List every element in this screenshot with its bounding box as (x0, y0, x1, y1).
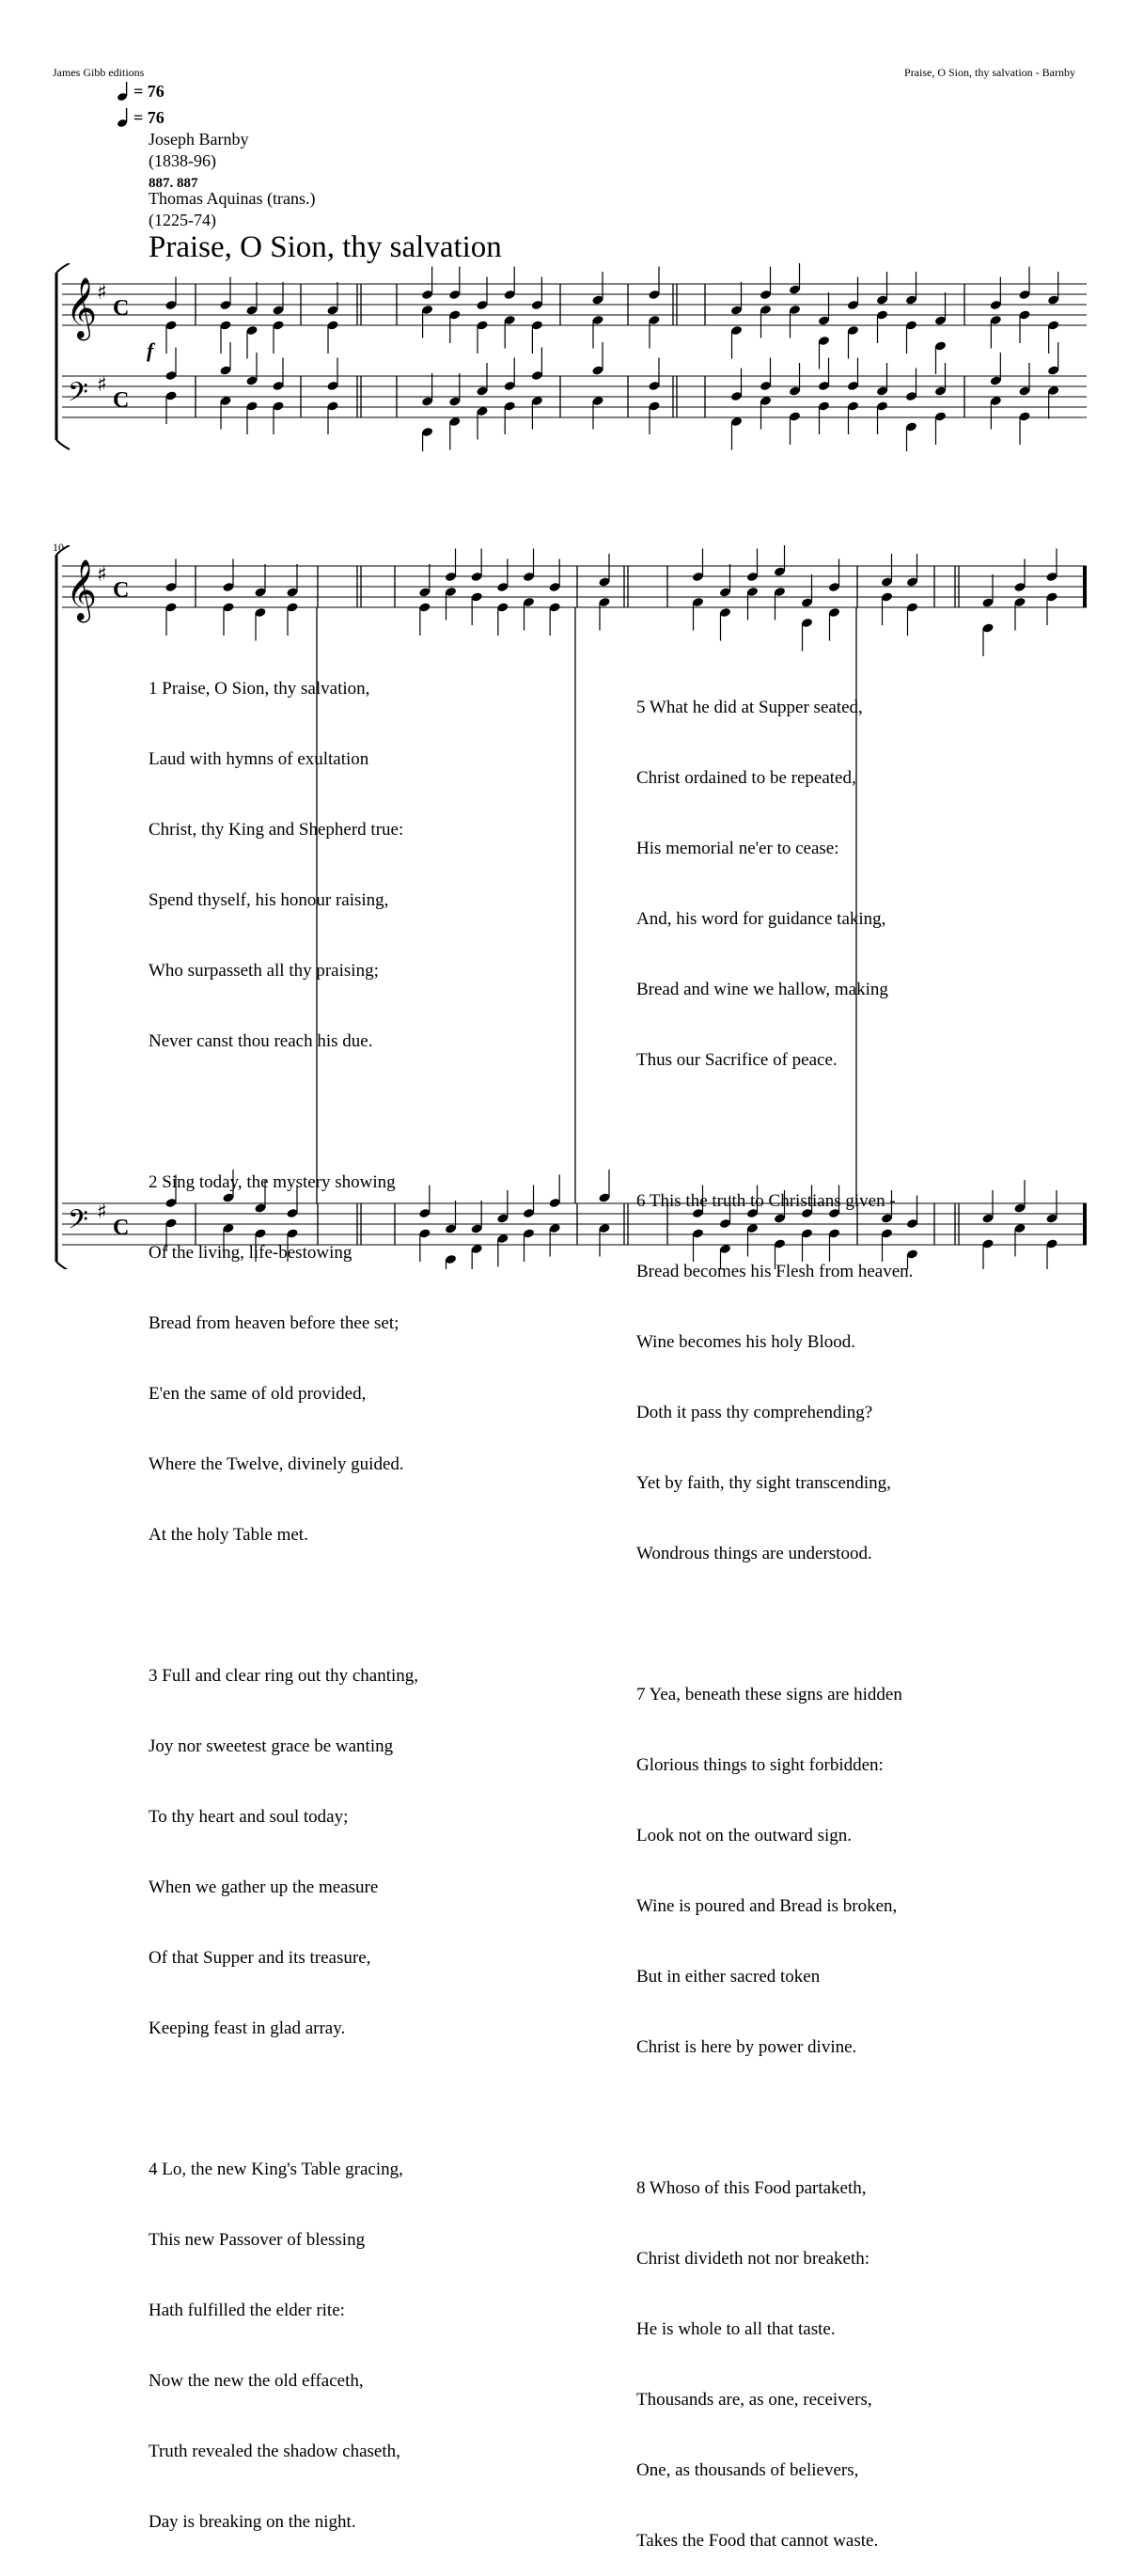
verse-line: Spend thyself, his honour raising, (149, 890, 389, 910)
verses-left-column (149, 630, 418, 2557)
verse-line: This new Passover of blessing (149, 2230, 366, 2250)
key-sharp-icon: ♯ (97, 563, 107, 587)
tempo-value: = 76 (133, 107, 164, 127)
time-signature: C (113, 1216, 130, 1240)
tempo-value: = 76 (133, 81, 164, 101)
final-barline (1083, 566, 1087, 607)
verse-line: And, his word for guidance taking, (636, 909, 886, 929)
system-brace (56, 545, 70, 1269)
verse-line: Of that Supper and its treasure, (149, 1948, 371, 1968)
measure-number: 10 (53, 541, 64, 554)
verse-line: But in either sacred token (636, 1967, 821, 1987)
verse-line: 3 Full and clear ring out thy chanting, (149, 1666, 419, 1686)
tempo-mark (117, 81, 164, 102)
verse-line: Of the living, life-bestowing (149, 1243, 352, 1263)
verse-line: Bread and wine we hallow, making (636, 980, 888, 999)
verse-line: Look not on the outward sign. (636, 1826, 853, 1846)
composer-dates: (1838-96) (149, 151, 216, 170)
verse-line: 6 This the truth to Christians given - (636, 1191, 896, 1211)
quarter-note-icon (117, 107, 130, 128)
verse-line: 2 Sing today, the mystery showing (149, 1172, 396, 1192)
tempo-mark (117, 107, 164, 128)
verse-line: 5 What he did at Supper seated, (636, 698, 863, 717)
verse-line: Day is breaking on the night. (149, 2512, 356, 2532)
verse-line: 4 Lo, the new King's Table gracing, (149, 2160, 403, 2179)
edition-label: James Gibb editions (53, 66, 145, 79)
verse-line: Now the new the old effaceth, (149, 2371, 364, 2391)
time-signature: C (113, 578, 130, 603)
hymn-title: Praise, O Sion, thy salvation (149, 230, 502, 264)
key-sharp-icon: ♯ (97, 281, 107, 305)
verse-line: Wine becomes his holy Blood. (636, 1332, 856, 1352)
quarter-note-icon (117, 81, 130, 102)
verse-line: To thy heart and soul today; (149, 1807, 349, 1827)
verse-line: Christ is here by power divine. (636, 2037, 857, 2057)
verse-line: Bread becomes his Flesh from heaven. (636, 1262, 914, 1281)
verse-line: Takes the Food that cannot waste. (636, 2531, 879, 2551)
time-signature: C (113, 296, 130, 321)
author-dates: (1225-74) (149, 211, 216, 229)
verse-line: Laud with hymns of exultation (149, 749, 369, 769)
verse-line: Who surpasseth all thy praising; (149, 961, 379, 981)
verse-line: Truth revealed the shadow chaseth, (149, 2442, 400, 2461)
dynamic-forte: f (147, 338, 154, 362)
meter: 887. 887 (149, 176, 198, 191)
author-name: Thomas Aquinas (trans.) (149, 189, 316, 208)
verse-line: Christ ordained to be repeated, (636, 768, 856, 788)
verse-line: Hath fulfilled the elder rite: (149, 2301, 345, 2320)
verse-line: He is whole to all that taste. (636, 2319, 836, 2339)
verse-line: Wondrous things are understood. (636, 1544, 872, 1563)
verse-line: When we gather up the measure (149, 1877, 379, 1897)
treble-staff (62, 284, 1087, 325)
notes (164, 263, 1059, 451)
verse-line: Yet by faith, thy sight transcending, (636, 1473, 891, 1493)
verse-line: Thus our Sacrifice of peace. (636, 1050, 838, 1070)
verse-line: At the holy Table met. (149, 1525, 308, 1545)
music-system-1 (45, 263, 1089, 451)
verse-line: Glorious things to sight forbidden: (636, 1755, 884, 1775)
verse-line: Bread from heaven before thee set; (149, 1313, 400, 1333)
verse-line: Keeping feast in glad array. (149, 2018, 346, 2038)
composer-name: Joseph Barnby (149, 130, 249, 149)
key-sharp-icon: ♯ (97, 1201, 107, 1224)
verse-line: Christ divideth not nor breaketh: (636, 2249, 870, 2269)
verse-line: Thousands are, as one, receivers, (636, 2390, 872, 2410)
treble-clef-icon: 𝄞 (66, 559, 98, 620)
verses-right-column (636, 649, 913, 2576)
verse-line: One, as thousands of believers, (636, 2460, 859, 2480)
verse-line: 8 Whoso of this Food partaketh, (636, 2178, 867, 2198)
verse-line: E'en the same of old provided, (149, 1384, 367, 1404)
treble-clef-icon: 𝄞 (66, 277, 98, 338)
verse-line: 7 Yea, beneath these signs are hidden (636, 1685, 902, 1704)
verse-line: Joy nor sweetest grace be wanting (149, 1736, 394, 1756)
bass-clef-icon: 𝄢 (68, 377, 88, 415)
key-sharp-icon: ♯ (97, 373, 107, 397)
verse-line: Wine is poured and Bread is broken, (636, 1896, 898, 1916)
time-signature: C (113, 388, 130, 413)
verse-line: Doth it pass thy comprehending? (636, 1403, 873, 1422)
verse-line: 1 Praise, O Sion, thy salvation, (149, 679, 370, 699)
bass-staff (62, 376, 1087, 417)
verse-line: His memorial ne'er to cease: (636, 839, 839, 858)
verse-line: Never canst thou reach his due. (149, 1031, 373, 1051)
running-title: Praise, O Sion, thy salvation - Barnby (904, 66, 1075, 79)
final-barline (1083, 1203, 1087, 1245)
verse-line: Where the Twelve, divinely guided. (149, 1454, 404, 1474)
verse-line: Christ, thy King and Shepherd true: (149, 820, 404, 840)
bass-clef-icon: 𝄢 (68, 1204, 88, 1242)
treble-staff (62, 566, 1087, 607)
